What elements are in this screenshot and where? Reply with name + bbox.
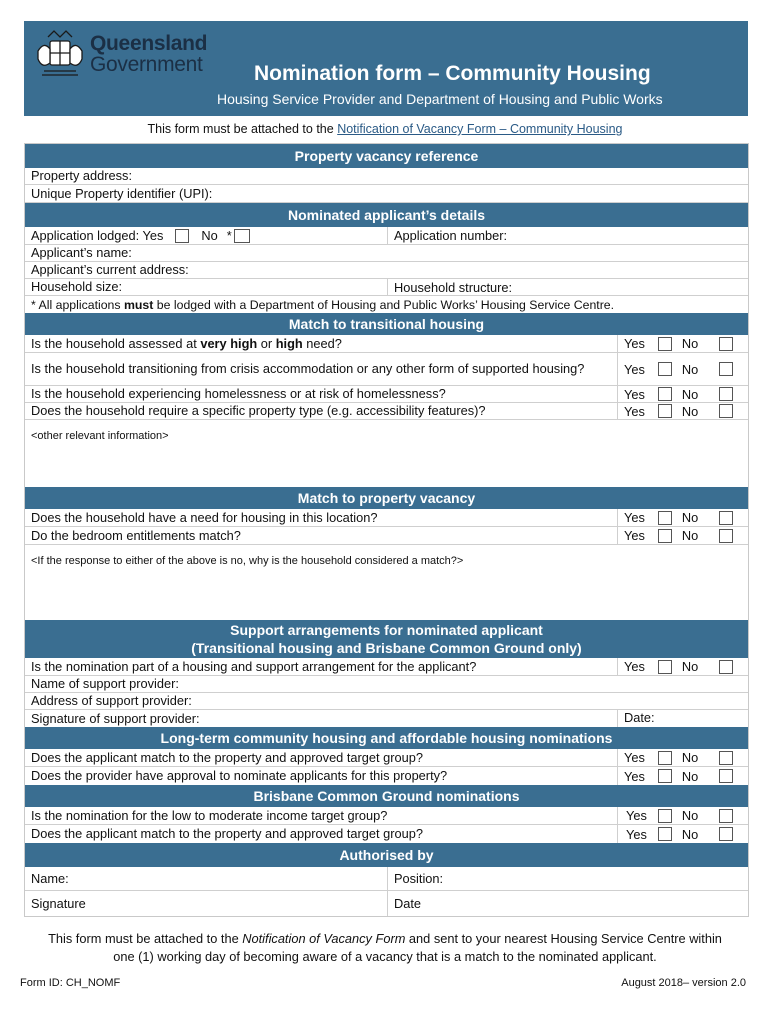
transitional-q2-yes-checkbox[interactable] [658,362,672,376]
support-q1-yes-no [617,658,748,676]
authorised-name-label[interactable]: Name: [31,870,69,886]
attach-prefix: This form must be attached to the [147,122,338,136]
transitional-q1-very-high: very high [200,335,258,351]
property-match-q1-label: Does the household have a need for housing in this location? [31,509,378,525]
lodged-star: * [226,227,232,243]
application-lodged-cell [25,228,387,244]
longterm-q2-yes-checkbox[interactable] [658,769,672,783]
transitional-q1-row [25,335,748,353]
header-banner [24,21,748,116]
property-match-other-info[interactable] [25,545,748,620]
support-provider-address-label: Address of support provider: [31,693,192,708]
transitional-q1-no-checkbox[interactable] [719,337,733,351]
longterm-q2-no-checkbox[interactable] [719,769,733,783]
support-provider-address-row[interactable] [25,693,748,710]
yes-label: Yes [626,808,647,823]
no-label: No [681,659,699,674]
no-label: No [681,826,699,842]
form-id: Form ID: CH_NOMF [20,977,121,989]
nomination-form-table [24,143,749,917]
property-match-q2-yes-checkbox[interactable] [658,529,672,543]
support-signature-label[interactable]: Signature of support provider: [31,710,200,726]
section-heading-property-reference: Property vacancy reference [25,144,748,168]
support-heading-line2: (Transitional housing and Brisbane Common Ground only) [191,640,582,656]
applicant-name-row[interactable] [25,245,748,262]
transitional-q3-yes-no [617,386,748,403]
lodgement-note-row [25,296,748,313]
no-label: No [681,808,699,823]
no-label: No [681,510,699,525]
property-match-q1-no-checkbox[interactable] [719,511,733,525]
yes-label: Yes [624,750,645,765]
transitional-q1-post: need? [302,335,342,351]
bcg-q2-label: Does the applicant match to the property and approved target group? [31,826,423,841]
authorised-signature-row [25,891,748,916]
no-label: No [681,750,699,765]
lodged-yes-checkbox[interactable] [175,229,189,243]
section-heading-longterm: Long-term community housing and affordable housing nominations [25,727,748,749]
transitional-q2-label: Is the household transitioning from crisis accommodation or any other form of supported housing? [31,361,585,376]
logo-line-queensland: Queensland [90,32,208,55]
no-label: No [681,386,699,402]
application-lodged-row [25,227,748,245]
section-heading-property-match: Match to property vacancy [25,487,748,509]
transitional-q2-row [25,353,748,386]
page-subtitle: Housing Service Provider and Department of Housing and Public Works [217,91,663,107]
bcg-q2-yes-checkbox[interactable] [658,827,672,841]
support-q1-label: Is the nomination part of a housing and support arrangement for the applicant? [31,658,477,674]
transitional-q3-row [25,386,748,403]
authorised-name-row [25,867,748,891]
transitional-other-placeholder: <other relevant information> [31,430,169,442]
applicant-name-label: Applicant’s name: [31,245,132,260]
household-row [25,279,748,296]
section-heading-transitional: Match to transitional housing [25,313,748,335]
bcg-q2-row [25,825,748,843]
bcg-q1-no-checkbox[interactable] [719,809,733,823]
bcg-q1-yes-checkbox[interactable] [658,809,672,823]
section-heading-nominated-applicant: Nominated applicant’s details [25,203,748,227]
yes-label: Yes [626,826,647,842]
authorised-date-label[interactable]: Date [387,891,421,916]
longterm-q1-row [25,749,748,767]
footer-note-line2: one (1) working day of becoming aware of a vacancy that is a match to the nominated applicant. [113,949,657,964]
transitional-q3-yes-checkbox[interactable] [658,387,672,401]
lodgement-note-post: be lodged with a Department of Housing and Public Works’ Housing Service Centre. [153,297,615,312]
page-title: Nomination form – Community Housing [254,62,651,85]
support-signature-row [25,710,748,727]
longterm-q1-yes-checkbox[interactable] [658,751,672,765]
footer-note-pre: This form must be attached to the [48,931,243,946]
transitional-q1-label [25,336,613,352]
support-q1-no-checkbox[interactable] [719,660,733,674]
bcg-q2-yes-no [617,825,748,843]
lodgement-note [25,297,614,313]
property-match-q2-label: Do the bedroom entitlements match? [31,527,241,543]
support-q1-yes-checkbox[interactable] [658,660,672,674]
property-match-q1-row [25,509,748,527]
transitional-other-info[interactable] [25,420,748,487]
transitional-q4-no-checkbox[interactable] [719,404,733,418]
lodged-no-checkbox[interactable] [234,229,250,243]
bcg-q2-no-checkbox[interactable] [719,827,733,841]
yes-label: Yes [624,403,645,419]
property-match-q2-yes-no [617,527,748,545]
property-address-row[interactable] [25,168,748,185]
household-structure-label[interactable]: Household structure: [387,279,512,296]
longterm-q1-label: Does the applicant match to the property and approved target group? [31,749,423,765]
property-match-q2-no-checkbox[interactable] [719,529,733,543]
property-match-other-placeholder: <If the response to either of the above is no, why is the household considered a match?> [31,555,464,567]
lodgement-note-pre: * All applications [31,297,124,312]
support-provider-name-row[interactable] [25,676,748,693]
transitional-q2-yes-no [617,353,748,386]
longterm-q2-row [25,767,748,785]
attach-notice [0,122,770,136]
bcg-q1-yes-no [617,807,748,825]
longterm-q2-yes-no [617,767,748,785]
transitional-q3-label: Is the household experiencing homelessness or at risk of homelessness? [31,386,446,401]
footer-note-italic: Notification of Vacancy Form [242,931,406,946]
section-heading-support [25,620,748,658]
household-size-label[interactable]: Household size: [31,279,123,294]
no-label: No [681,528,699,543]
transitional-q1-or: or [257,335,276,351]
no-label: No [681,336,699,351]
applicant-address-row[interactable] [25,262,748,279]
authorised-position-label[interactable]: Position: [387,867,443,891]
property-match-q1-yes-no [617,509,748,527]
section-heading-authorised: Authorised by [25,843,748,867]
yes-label: Yes [624,336,645,351]
yes-label: Yes [624,361,645,377]
transitional-q1-yes-no [617,335,748,353]
longterm-q1-yes-no [617,749,748,767]
support-heading-line1: Support arrangements for nominated applicant [230,622,543,638]
property-match-q1-yes-checkbox[interactable] [658,511,672,525]
transitional-q4-row [25,403,748,420]
bcg-q1-row [25,807,748,825]
no-label: No [681,403,699,419]
yes-label: Yes [624,768,645,784]
upi-label: Unique Property identifier (UPI): [31,185,213,201]
footer-note [0,930,770,966]
property-match-q2-row [25,527,748,545]
form-version: August 2018– version 2.0 [621,977,746,989]
application-number-label[interactable]: Application number: [387,227,507,245]
longterm-q1-no-checkbox[interactable] [719,751,733,765]
yes-label: Yes [624,386,645,402]
lodgement-note-bold: must [123,297,154,312]
lodged-no-label: No [201,227,218,243]
no-label: No [681,361,699,377]
transitional-q1-yes-checkbox[interactable] [658,337,672,351]
yes-label: Yes [624,510,645,525]
transitional-q4-label: Does the household require a specific property type (e.g. accessibility features)? [31,403,486,418]
property-address-label: Property address: [31,168,133,183]
authorised-signature-label[interactable]: Signature [31,895,86,911]
upi-row[interactable] [25,185,748,203]
footer-note-line1 [0,930,770,948]
section-heading-bcg: Brisbane Common Ground nominations [25,785,748,807]
yes-label: Yes [624,659,645,674]
no-label: No [681,768,699,784]
bcg-q1-label: Is the nomination for the low to moderate income target group? [31,807,388,823]
transitional-q4-yes-no [617,403,748,420]
support-provider-name-label: Name of support provider: [31,676,179,691]
transitional-q1-pre: Is the household assessed at [31,335,201,351]
logo-line-government: Government [90,53,203,76]
yes-label: Yes [624,528,645,543]
transitional-q1-high: high [275,335,303,351]
notification-form-link[interactable]: Notification of Vacancy Form – Community Housing [337,122,623,136]
applicant-address-label: Applicant’s current address: [31,262,189,277]
longterm-q2-label: Does the provider have approval to nominate applicants for this property? [31,768,448,783]
transitional-q3-no-checkbox[interactable] [719,387,733,401]
application-lodged-label: Application lodged: Yes [31,227,164,243]
support-date-label[interactable]: Date: [617,710,748,727]
transitional-q4-yes-checkbox[interactable] [658,404,672,418]
transitional-q2-no-checkbox[interactable] [719,362,733,376]
footer-note-post: and sent to your nearest Housing Service Centre within [405,931,722,946]
support-q1-row [25,658,748,676]
